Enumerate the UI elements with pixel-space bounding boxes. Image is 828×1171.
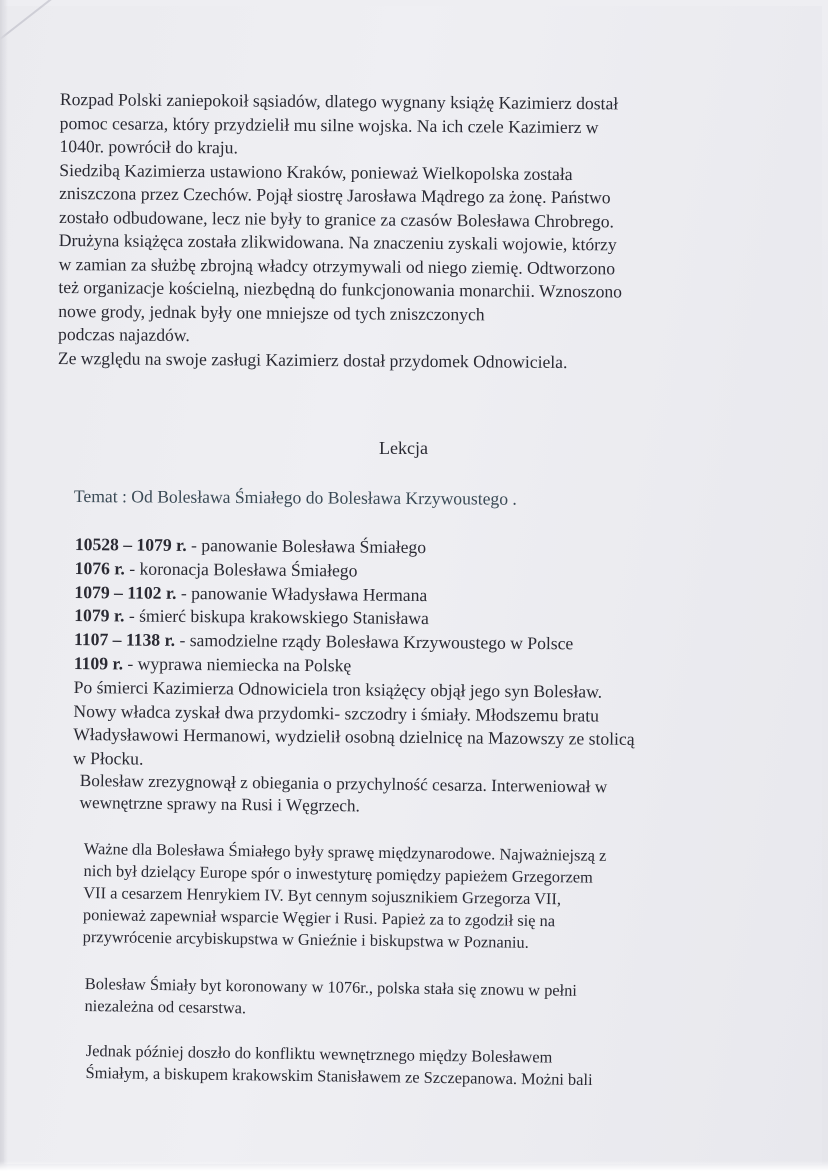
date-label: 1079 – 1102 r. xyxy=(74,581,177,603)
left-edge-shadow xyxy=(0,0,8,1171)
text-line: podczas najazdów. xyxy=(57,323,190,346)
date-label: 1109 r. xyxy=(73,652,124,674)
paragraph-coronation xyxy=(84,973,577,1024)
dates-list xyxy=(73,533,636,776)
lesson-heading: Lekcja xyxy=(379,438,428,458)
text-line: nich był dzielący Europe spór o inwestyturę pomiędzy papieżem Grzegorzem xyxy=(83,860,593,887)
text-line: ponieważ zapewniał wsparcie Węgier i Rusi. Papież za to zgodził się na xyxy=(82,904,556,931)
date-description: - koronacja Bolesława Śmiałego xyxy=(124,558,358,581)
date-label: 1076 r. xyxy=(74,557,125,579)
text-line: pomoc cesarza, który przydzielił mu silne wojska. Na ich czele Kazimierz w xyxy=(59,112,599,137)
text-line: też organizacje kościelną, niezbędną do funkcjonowania monarchii. Wznoszono xyxy=(58,276,623,302)
lesson-topic: Temat : Od Bolesława Śmiałego do Bolesława Krzywoustego . xyxy=(73,486,517,509)
date-label: 10528 – 1079 r. xyxy=(74,533,187,555)
text-line: 1040r. powrócił do kraju. xyxy=(59,135,238,158)
text-line: Ze względu na swoje zasługi Kazimierz dostał przydomek Odnowiciela. xyxy=(57,347,568,372)
paragraph-international-affairs xyxy=(83,838,607,955)
date-description: - samodzielne rządy Bolesława Krzywoustego w Polsce xyxy=(175,630,574,654)
text-line: niezależna od cesarstwa. xyxy=(84,995,247,1018)
text-line: w zamian za służbę zbrojną władcy otrzymywali od niego ziemię. Odtworzono xyxy=(58,253,616,278)
date-description: - panowanie Władysława Hermana xyxy=(176,582,428,605)
date-label: 1107 – 1138 r. xyxy=(73,629,176,651)
text-line: przywrócenie arcybiskupstwa w Gnieźnie i biskupstwa w Poznaniu. xyxy=(82,926,529,952)
date-description: - wyprawa niemiecka na Polskę xyxy=(122,653,352,676)
bottom-edge xyxy=(0,1161,828,1171)
text-line: nowe grody, jednak były one mniejsze od tych zniszczonych xyxy=(58,300,485,324)
date-label: 1079 r. xyxy=(74,605,125,626)
text-line: Śmiałym, a biskupem krakowskim Stanisławem ze Szczepanowa. Możni bali xyxy=(85,1062,593,1090)
text-line: Jednak później doszło do konfliktu wewnętrznego między Bolesławem xyxy=(85,1040,553,1067)
page-fold-crease xyxy=(0,0,107,68)
text-line: Bolesław zrezygnowął z obiegania o przychylność cesarza. Interweniował w xyxy=(79,770,608,797)
paragraph-conflict xyxy=(85,1040,593,1091)
date-description: - śmierć biskupa krakowskiego Stanisława xyxy=(124,605,429,629)
text-line: Rozpad Polski zaniepokoił sąsiadów, dlatego wygnany książę Kazimierz dostał xyxy=(59,88,619,114)
text-line: Drużyna książęca została zlikwidowana. Na znaczeniu zyskali wojowie, którzy xyxy=(58,229,617,255)
text-line: wewnętrzne sprawy na Rusi i Węgrzech. xyxy=(79,792,361,816)
text-line: Władysławowi Hermanowi, wydzielił osobną dzielnicę na Mazowszy ze stolicą xyxy=(73,724,635,750)
text-line: Siedzibą Kazimierza ustawiono Kraków, ponieważ Wielkopolska została xyxy=(59,159,573,184)
text-line: Po śmierci Kazimierza Odnowiciela tron książęcy objął jego syn Bolesław. xyxy=(73,676,603,702)
paragraph-rus-hungary xyxy=(79,770,607,820)
text-line: Nowy władca zyskał dwa przydomki- szczodry i śmiały. Młodszemu bratu xyxy=(73,700,600,726)
text-line: zostało odbudowane, lecz nie były to granice za czasów Bolesława Chrobrego. xyxy=(58,206,615,231)
date-description: - panowanie Bolesława Śmiałego xyxy=(186,534,427,558)
text-line: zniszczona przez Czechów. Pojął siostrę Jarosława Mądrego za żonę. Państwo xyxy=(59,182,611,208)
text-line: Ważne dla Bolesława Śmiałego były sprawę międzynarodowe. Najważniejszą z xyxy=(83,838,607,865)
text-line: w Płocku. xyxy=(72,748,144,769)
intro-paragraph xyxy=(58,88,624,374)
text-line: VII a cesarzem Henrykiem IV. Byt cennym sojusznikiem Grzegorza VII, xyxy=(83,882,562,909)
text-line: Bolesław Śmiały byt koronowany w 1076r., polska stała się znowu w pełni xyxy=(84,973,578,1000)
